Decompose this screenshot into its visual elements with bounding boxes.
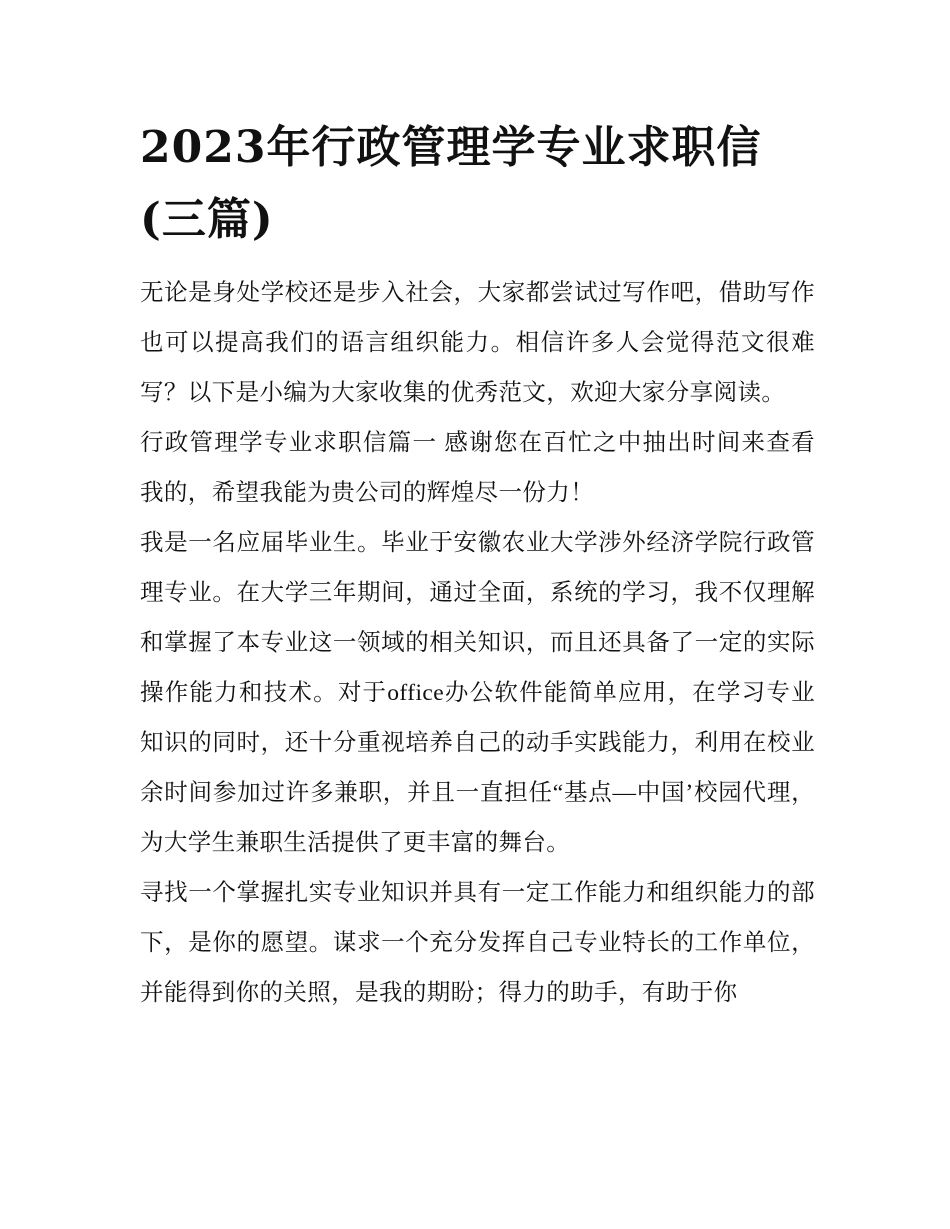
document-body [140,112,815,1018]
paragraph-aspiration: 寻找一个掌握扎实专业知识并具有一定工作能力和组织能力的部下，是你的愿望。谋求一个充分发挥自己专业特长的工作单位，并能得到你的关照，是我的期盼；得力的助手，有助于你 [140,880,815,1006]
paragraph-self-introduction: 我是一名应届毕业生。毕业于安徽农业大学涉外经济学院行政管理专业。在大学三年期间，通过全面，系统的学习，我不仅理解和掌握了本专业这一领域的相关知识，而且还具备了一定的实际操作能力和技术。对于office办公软件能简单应用，在学习专业知识的同时，还十分重视培养自己的动手实践能力，利用在校业余时间参加过许多兼职，并且一直担任“基点—中国’校园代理，为大学生兼职生活提供了更丰富的舞台。 [140,530,815,856]
paragraph-intro: 无论是身处学校还是步入社会，大家都尝试过写作吧，借助写作也可以提高我们的语言组织能力。相信许多人会觉得范文很难写？以下是小编为大家收集的优秀范文，欢迎大家分享阅读。 [140,280,815,406]
paragraph-letter-opening: 行政管理学专业求职信篇一 感谢您在百忙之中抽出时间来查看我的，希望我能为贵公司的辉煌尽一份力！ [140,430,815,506]
document-title: 2023年行政管理学专业求职信(三篇) [140,122,762,245]
